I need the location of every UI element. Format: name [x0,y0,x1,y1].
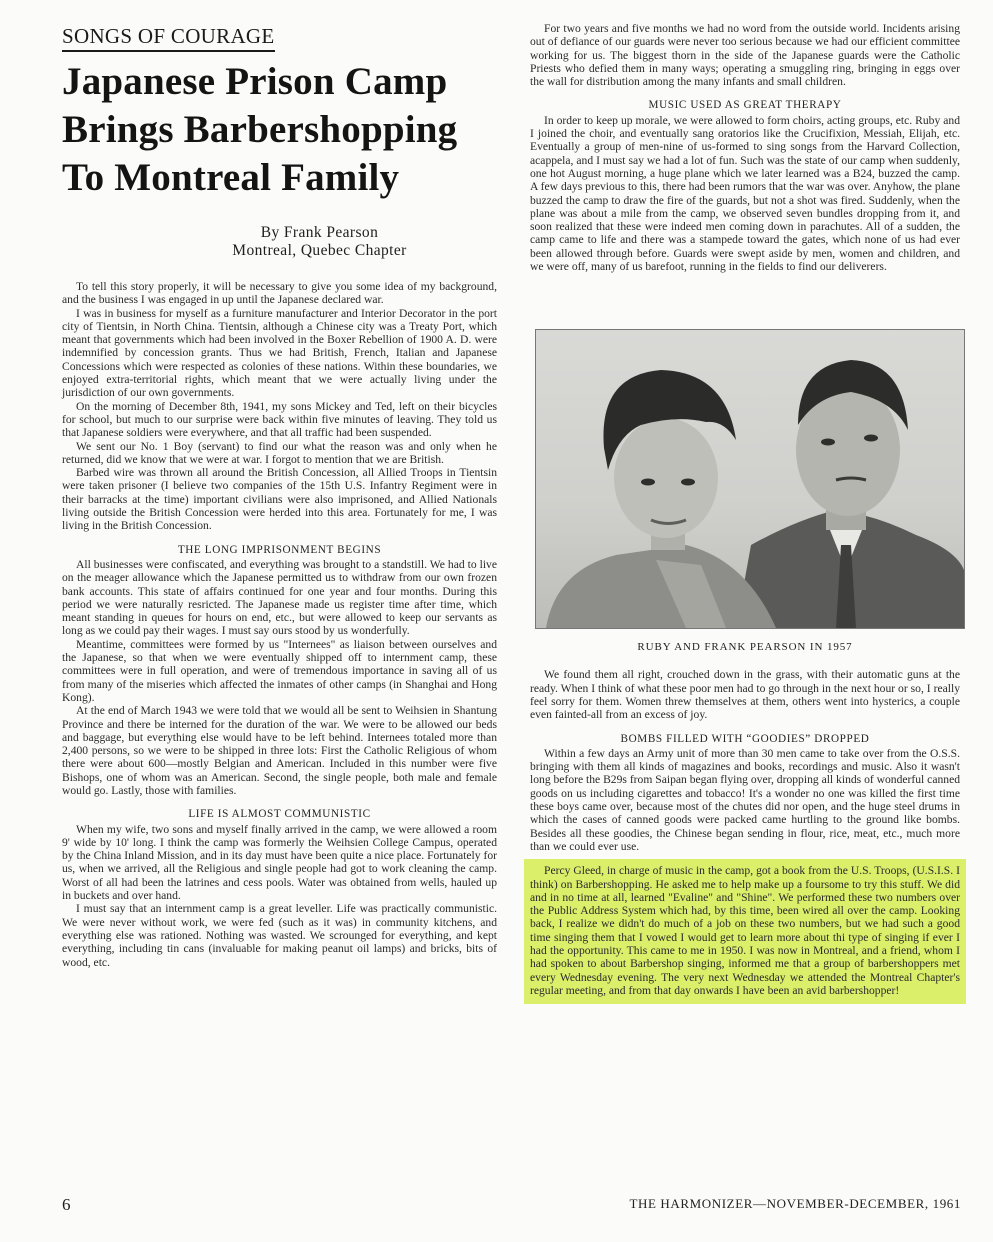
highlighted-passage [524,859,966,1004]
article-headline [62,58,497,202]
paragraph: Percy Gleed, in charge of music in the camp, got a book from the U.S. Troops, (U.S.I.S. I think) on Barbershopping. He asked me to help make up a foursome to try this stuff. We did and in no time at all, learned "Evaline" and "Shine". We performed these two numbers over the Public Address System which had, by this time, been wired all over the camp. Looking back, I realize we didn't do much of a job on these two numbers, but we had such a good time singing them that I vowed I would get to learn more about thi type of singing if ever I had the opportunity. This came to me in 1950. I was now in Montreal, and a friend, whom I had spoken to about Barbershop singing, informed me that a group of barbershoppers met every Wednesday evening. The very next Wednesday we attended the Montreal Chapter's regular meeting, and from that day onwards I have been an avid barbershopper! [530,864,960,997]
paragraph: On the morning of December 8th, 1941, my sons Mickey and Ted, left on their bicycles for school, but much to our surprise were back within five minutes of leaving. They told us that Japanese soldiers were everywhere, and that all traffic had been suspended. [62,399,497,440]
intro-text [62,280,497,969]
headline-line: To Montreal Family [62,156,400,199]
issue-date: NOVEMBER-DECEMBER, 1961 [766,1196,961,1211]
byline [142,224,497,260]
section-heading: LIFE IS ALMOST COMMUNISTIC [188,808,371,821]
right-text [530,22,960,273]
paragraph: Meantime, committees were formed by us "Internees" as liaison between ourselves and the Japanese, so that when we were eventually shipped off to internment camp, these committees were in full operation, and were of tremendous importance in saving all of us from many of the miseries which affected the inmates of other camps (in Shanghai and Hong Kong). [62,637,497,704]
page-number: 6 [62,1195,71,1214]
headline-line: Japanese Prison Camp [62,60,448,103]
paragraph: To tell this story properly, it will be necessary to give you some idea of my background, and the business I was engaged in up until the Japanese declared war. [62,280,497,307]
portrait-photo [535,329,965,629]
author-name: By Frank Pearson [260,224,379,241]
author-affiliation: Montreal, Quebec Chapter [232,242,407,259]
portrait-illustration [536,330,964,628]
section-heading: MUSIC USED AS GREAT THERAPY [648,99,842,112]
section-heading: THE LONG IMPRISONMENT BEGINS [177,543,382,556]
photo-caption: RUBY AND FRANK PEARSON IN 1957 [637,641,853,654]
paragraph: At the end of March 1943 we were told that we would all be sent to Weihsien in Shantung Province and there be interned for the duration of the war. We were to be allowed our beds and baggage, but everything else would have to be left behind. Internees totaled more than 2,400 persons, so we were to be shipped in three lots: First the Catholic Religious of whom there were about 600—mostly Belgian and American. Included in this number were five Bishops, one of whom was an American. Second, the single people, both male and female would go. Lastly, those with families. [62,704,497,797]
publication-footer [629,1196,961,1212]
series-kicker: SONGS OF COURAGE [62,24,275,52]
right-text-continued [530,668,960,1004]
paragraph: For two years and five months we had no word from the outside world. Incidents arising out of defiance of our guards were never too serious because we had our efficient committee working for us. The biggest thorn in the side of the Japanese guards were the Catholic Priests who defied them in many ways; operating a smuggling ring, bringing in eggs over the wall for distribution among the many infants and small children. [530,22,960,89]
paragraph: Barbed wire was thrown all around the British Concession, all Allied Troops in Tientsin were taken prisoner (I believe two companies of the 15th U.S. Infantry Regiment were in their barracks at the time) important civilians were also imprisoned, and Allied Nationals living outside the British Concession were herded into this area. Fortunately for me, I was living in the British Concession. [62,466,497,533]
headline-line: Brings Barbershopping [62,108,458,151]
footer-separator: — [753,1196,767,1211]
paragraph: Within a few days an Army unit of more than 30 men came to take over from the O.S.S. bringing with them all kinds of magazines and books, recordings and music. Also it wasn't long before the B29s from Saipan began flying over, dropping all kinds of wonderful canned goods on us including cigarettes and tobacco! It's a wonder no one was killed the first time these boys came over, because most of the chutes did nor open, and the huge steel drums in which the cases of canned goods were packed came hurtling to the ground like bombs. Besides all these goodies, the Chinese began sending in flour, rice, meat, etc., much more than we could ever use. [530,746,961,853]
paragraph: In order to keep up morale, we were allowed to form choirs, acting groups, etc. Ruby and I joined the choir, and eventually sang oratorios like the Crucifixion, Messiah, Elijah, etc. Eventually a group of men-nine of us-formed to sing songs from the Harvard Collection, acappela, and I must say we had a lot of fun. Such was the state of our camp when suddenly, one hot August morning, a huge plane which we later learned was a B24, buzzed the camp. A few days previous to this, there had been rumors that the war was over. Anyhow, the plane buzzed the camp to draw the fire of the guards, but not a shot was fired. Suddenly, when the plane was about a mile from the camp, we observed seven bundles dropping from it, and soon realized that these were indeed men coming down in parachutes. All of a sudden, the camp came to life and there was a stampede toward the gates, which none of us had ever been allowed through before. Guards were swept aside by men, women and children, and we were off, many of us barefoot, running in the fields to find our deliverers. [530,113,960,274]
paragraph: I must say that an internment camp is a great leveller. Life was practically communistic. We were never without work, we were fed (such as it was) in community kitchens, and everything else was rationed. Nothing was wasted. We scrounged for everything, and kept everything, including tin cans (invaluable for making peanut oil lamps) and bricks, bits of wood, etc. [62,902,497,969]
paragraph: All businesses were confiscated, and everything was brought to a standstill. We had to live on the meager allowance which the Japanese permitted us to withdraw from our own frozen bank accounts. This state of affairs continued for one year and four months. During this period we were naturally resricted. The Japanese made us register time after time, which meant standing in queues for hours on end, etc., but were allowed to keep our servants as long as we could pay their wages. I must say ours stood by us wonderfully. [62,557,497,638]
paragraph: We found them all right, crouched down in the grass, with their automatic guns at the ready. When I think of what these poor men had to go through in the next hour or so, I really feel sorry for them. Women threw themselves at them, others went into hysterics, a couple even fainted-all from an excess of joy. [530,668,960,722]
left-column [62,22,497,969]
paragraph: When my wife, two sons and myself finally arrived in the camp, we were allowed a room 9' wide by 10' long. I think the camp was formerly the Weihsien College Campus, operated by the China Inland Mission, and in its day must have been quite a nice place. Fortunately for us, when we arrived, all the Religious and single people had got to work cleaning the camp. Worst of all had been the latrines and cess pools. Water was obtained from wells, hauled up in buckets and over hand. [62,822,497,903]
publication-name: THE HARMONIZER [629,1196,754,1211]
section-heading: BOMBS FILLED WITH “GOODIES” DROPPED [620,732,870,745]
paragraph: We sent our No. 1 Boy (servant) to find our what the reason was and only when he returned, did we know that we were at war. I forgot to mention that we are British. [62,439,497,466]
paragraph: I was in business for myself as a furniture manufacturer and Interior Decorator in the port city of Tientsin, in North China. Tientsin, although a Chinese city was a Treaty Port, which meant that governments which had been involved in the Boxer Rebellion of 1900 A. D. were indemnified by concession grants. Thus we had British, French, Italian and Japanese Concessions which were respected as colonies of these nations. Within these boundaries, we enjoyed extra-territorial rights, which meant that we were actually living under the jurisdiction of our own governments. [62,306,497,400]
right-column [530,22,960,1004]
